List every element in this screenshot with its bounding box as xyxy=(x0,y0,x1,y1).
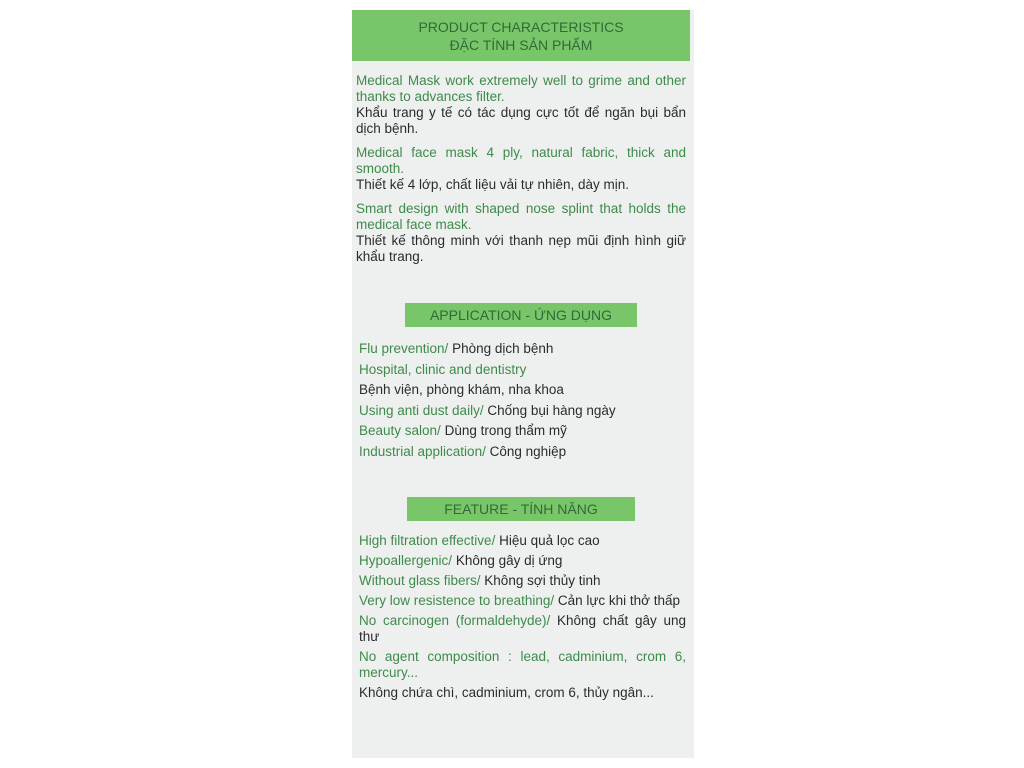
product-info-panel xyxy=(352,10,694,758)
list-item: Beauty salon/ Dùng trong thẩm mỹ xyxy=(359,423,567,439)
characteristic-paragraph xyxy=(356,73,686,137)
list-item: Hospital, clinic and dentistry xyxy=(359,361,527,377)
list-item: Using anti dust daily/ Chống bụi hàng ngày xyxy=(359,402,616,418)
feature-list xyxy=(356,533,686,701)
characteristics-title-en: PRODUCT CHARACTERISTICS xyxy=(418,19,624,35)
characteristic-paragraph xyxy=(356,145,686,193)
characteristic-en: Smart design with shaped nose splint that holds the medical face mask. xyxy=(356,201,686,232)
characteristics-banner xyxy=(352,10,690,61)
characteristic-vi: Thiết kế 4 lớp, chất liệu vải tự nhiên, dày mịn. xyxy=(356,177,630,192)
characteristic-en: Medical Mask work extremely well to grime and other thanks to advances filter. xyxy=(356,73,686,104)
characteristic-vi: Thiết kế thông minh với thanh nẹp mũi định hình giữ khẩu trang. xyxy=(356,233,686,264)
feature-banner: FEATURE - TÍNH NĂNG xyxy=(407,497,635,521)
list-item: Industrial application/ Công nghiệp xyxy=(359,443,567,459)
characteristic-vi: Khẩu trang y tế có tác dụng cực tốt để ngăn bụi bẩn dịch bệnh. xyxy=(356,105,686,136)
list-item: Very low resistence to breathing/ Cản lực khi thở thấp xyxy=(359,592,681,608)
characteristic-en: Medical face mask 4 ply, natural fabric, thick and smooth. xyxy=(356,145,686,176)
list-item: No carcinogen (formaldehyde)/ Không chất gây ung thư xyxy=(359,612,686,644)
list-item: High filtration effective/ Hiệu quả lọc cao xyxy=(359,532,600,548)
list-item: Hypoallergenic/ Không gây dị ứng xyxy=(359,552,563,568)
list-item: No agent composition : lead, cadminium, crom 6, mercury... xyxy=(359,648,686,680)
application-list xyxy=(356,339,686,463)
characteristics-section xyxy=(356,73,686,265)
list-item: Flu prevention/ Phòng dịch bệnh xyxy=(359,341,554,356)
list-item: Bệnh viện, phòng khám, nha khoa xyxy=(359,382,564,398)
application-banner: APPLICATION - ỨNG DỤNG xyxy=(405,303,637,327)
characteristic-paragraph xyxy=(356,201,686,265)
characteristics-title-vi: ĐẶC TÍNH SẢN PHẨM xyxy=(449,37,593,53)
list-item: Không chứa chì, cadminium, crom 6, thủy ngân... xyxy=(359,684,654,700)
list-item: Without glass fibers/ Không sợi thủy tinh xyxy=(359,572,601,588)
